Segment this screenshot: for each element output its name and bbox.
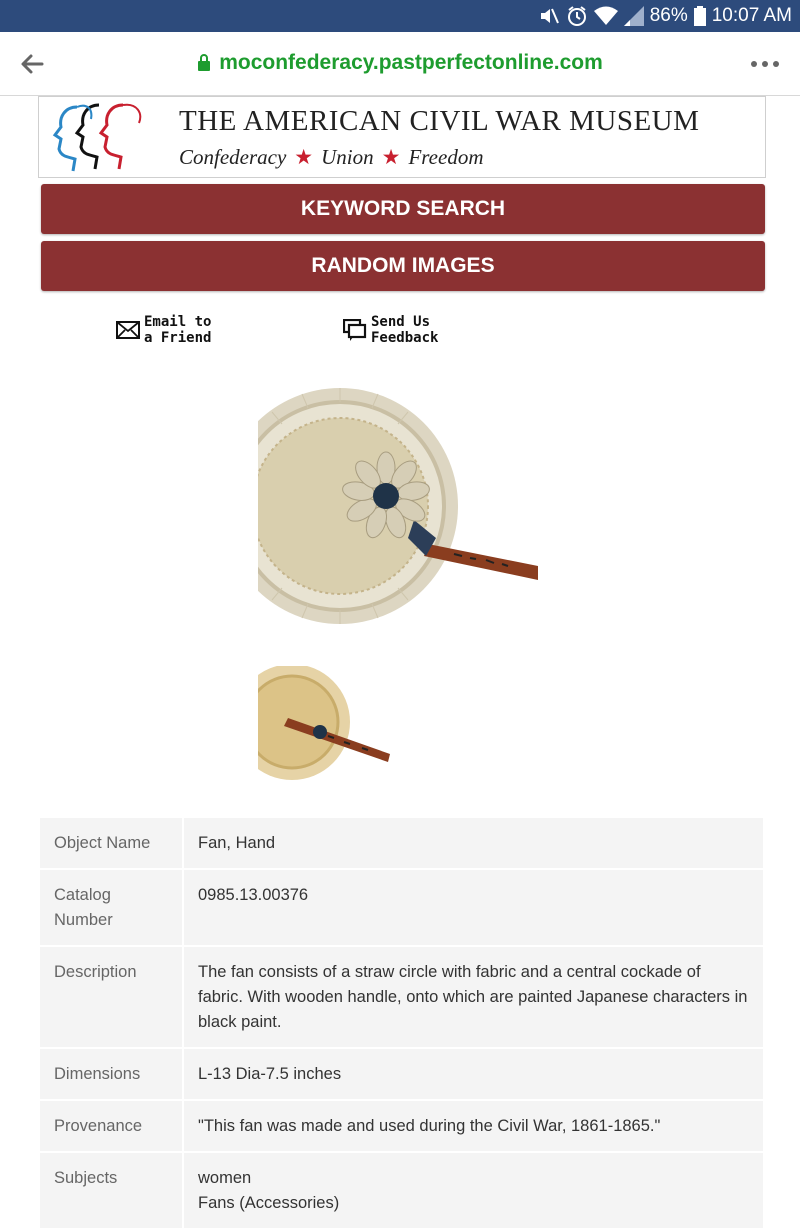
email-line-2: a Friend [144, 330, 212, 346]
tagline-freedom: Freedom [408, 145, 484, 169]
table-row [40, 947, 763, 1047]
star-icon: ★ [381, 145, 401, 169]
more-horizontal-icon[interactable] [750, 54, 780, 74]
table-row [40, 1049, 763, 1099]
museum-tagline [179, 145, 483, 170]
battery-percent: 86% [649, 5, 688, 26]
lock-icon [197, 53, 211, 71]
catalog-number-value: 0985.13.00376 [184, 870, 763, 945]
museum-logo [47, 99, 157, 175]
feedback-line-1: Send Us [371, 314, 431, 330]
object-thumbnail[interactable] [258, 666, 392, 792]
send-feedback-link[interactable] [343, 314, 438, 346]
table-row [40, 1101, 763, 1151]
battery-icon [694, 6, 706, 26]
subjects-value [184, 1153, 763, 1228]
object-name-label: Object Name [40, 818, 184, 868]
provenance-value: "This fan was made and used during the Civil War, 1861-1865." [184, 1101, 763, 1151]
feedback-line-2: Feedback [371, 330, 439, 346]
status-bar [0, 0, 800, 32]
description-label: Description [40, 947, 184, 1047]
table-row [40, 870, 763, 945]
dimensions-label: Dimensions [40, 1049, 184, 1099]
description-value: The fan consists of a straw circle with fabric and a central cockade of fabric. With wooden handle, onto which are painted Japanese characters in black paint. [184, 947, 763, 1047]
catalog-number-label: Catalog Number [40, 870, 184, 945]
tagline-union: Union [321, 145, 374, 169]
email-line-1: Email to [144, 314, 212, 330]
subject-link[interactable]: women [198, 1169, 252, 1187]
museum-title: THE AMERICAN CIVIL WAR MUSEUM [179, 105, 700, 137]
object-name-value: Fan, Hand [184, 818, 763, 868]
clock: 10:07 AM [711, 5, 792, 26]
keyword-search-button[interactable]: KEYWORD SEARCH [41, 184, 765, 234]
url-field[interactable] [0, 51, 800, 75]
envelope-icon [116, 321, 140, 339]
star-icon: ★ [294, 145, 314, 169]
object-details-table [40, 816, 763, 1230]
signal-icon [624, 6, 644, 26]
subjects-label: Subjects [40, 1153, 184, 1228]
subject-link[interactable]: Fans (Accessories) [198, 1194, 340, 1212]
museum-banner[interactable] [38, 96, 766, 178]
chat-bubbles-icon [343, 319, 367, 341]
mute-icon [538, 5, 560, 27]
object-main-image[interactable] [258, 388, 538, 646]
dimensions-value: L-13 Dia-7.5 inches [184, 1049, 763, 1099]
table-row [40, 818, 763, 868]
tagline-confederacy: Confederacy [179, 145, 287, 169]
email-friend-link[interactable] [116, 314, 211, 346]
url-text: moconfederacy.pastperfectonline.com [219, 51, 603, 74]
alarm-icon [566, 5, 588, 27]
wifi-icon [594, 6, 618, 26]
random-images-button[interactable]: RANDOM IMAGES [41, 241, 765, 291]
provenance-label: Provenance [40, 1101, 184, 1151]
browser-address-bar [0, 32, 800, 96]
table-row [40, 1153, 763, 1228]
